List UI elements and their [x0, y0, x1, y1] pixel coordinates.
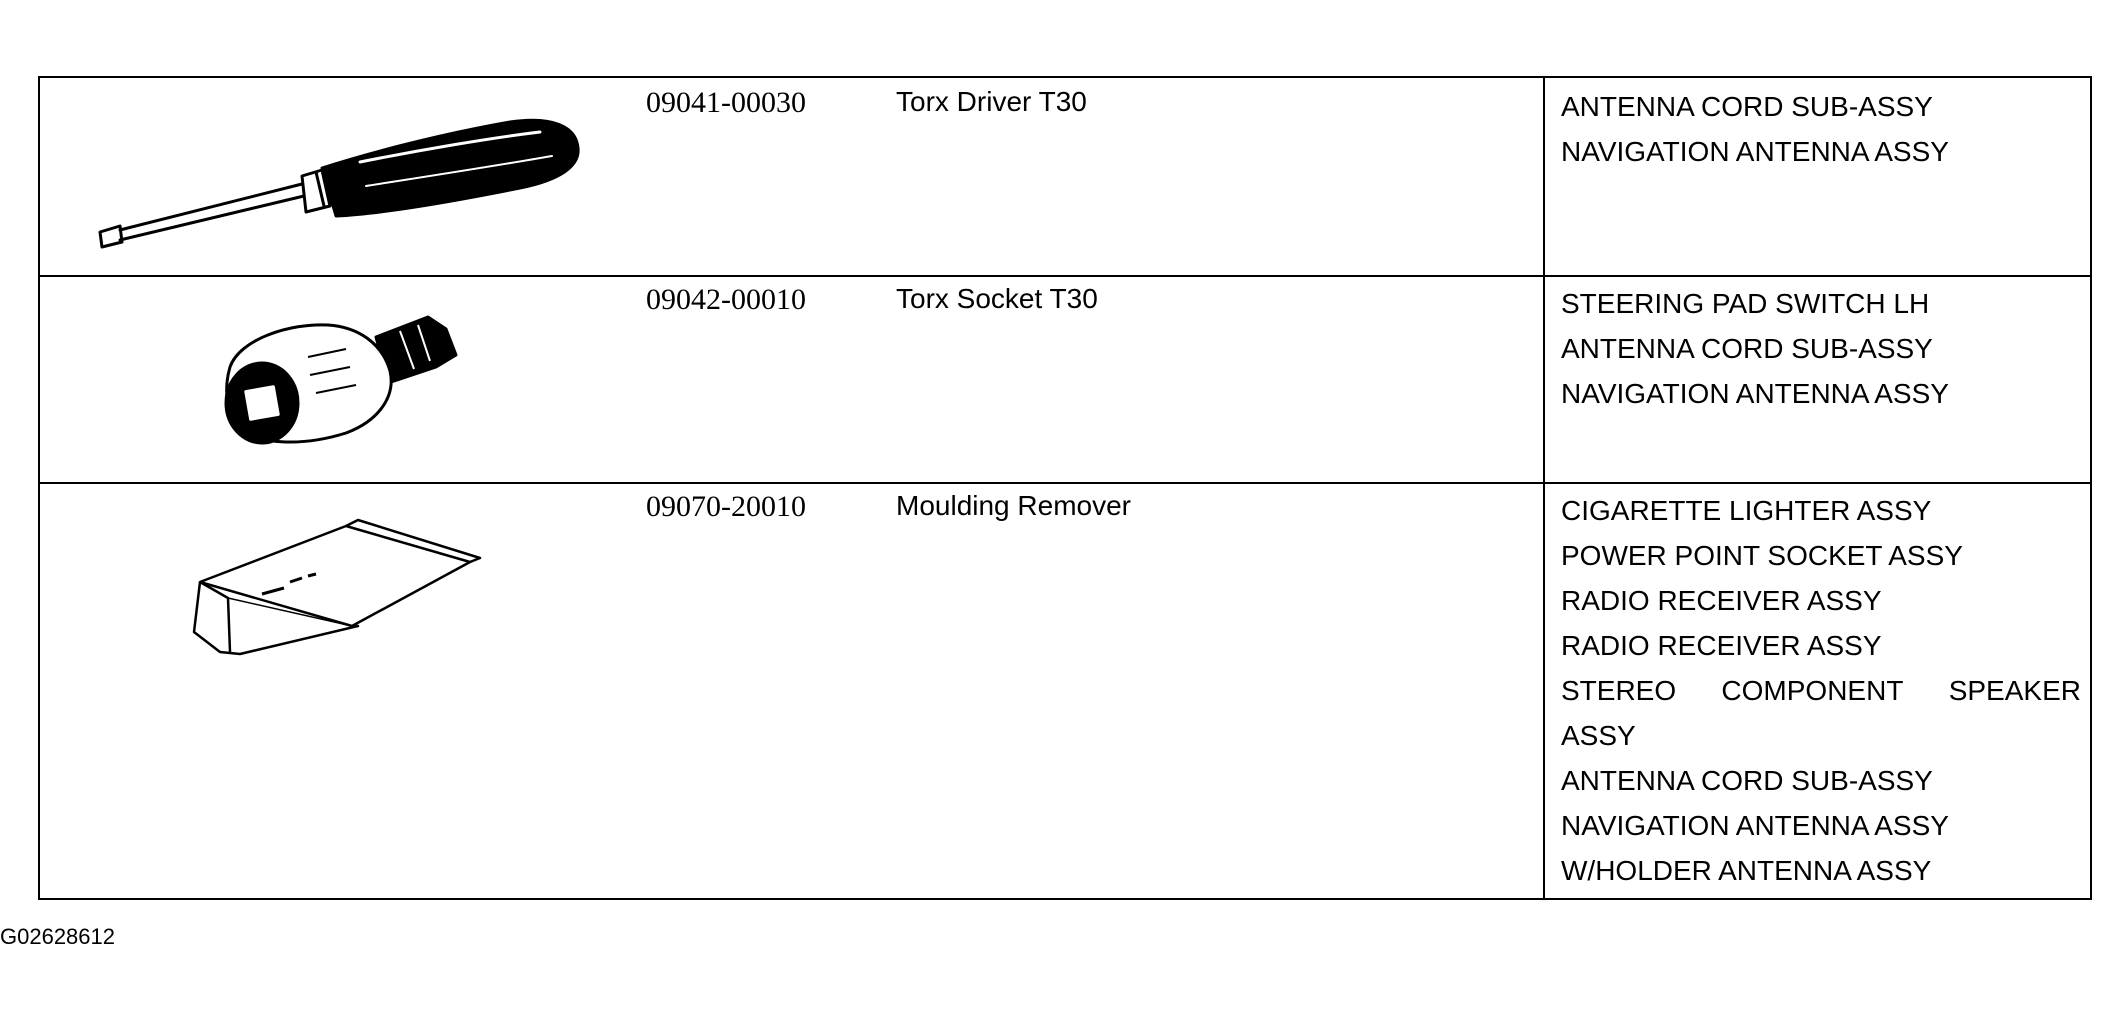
moulding-remover-icon	[180, 502, 520, 672]
special-service-tools-table	[38, 76, 2092, 900]
usage-list	[1561, 84, 2081, 174]
usage-item: ANTENNA CORD SUB-ASSY	[1561, 765, 1933, 796]
usage-item: RADIO RECEIVER ASSY	[1561, 585, 1882, 616]
column-divider	[1543, 482, 1545, 900]
torx-socket-icon	[200, 297, 510, 467]
usage-word: SPEAKER	[1948, 675, 2081, 706]
part-number: 09041-00030	[646, 86, 806, 119]
table-row	[40, 482, 2090, 900]
part-number: 09042-00010	[646, 283, 806, 316]
usage-item: NAVIGATION ANTENNA ASSY	[1561, 378, 1949, 409]
usage-item: NAVIGATION ANTENNA ASSY	[1561, 136, 1949, 167]
usage-list	[1561, 488, 2081, 893]
torx-driver-icon	[90, 106, 580, 256]
usage-item: W/HOLDER ANTENNA ASSY	[1561, 855, 1932, 886]
tool-name: Moulding Remover	[896, 490, 1131, 521]
usage-list	[1561, 281, 2081, 416]
usage-item: STEERING PAD SWITCH LH	[1561, 288, 1930, 319]
usage-item: POWER POINT SOCKET ASSY	[1561, 540, 1963, 571]
usage-item: RADIO RECEIVER ASSY	[1561, 630, 1882, 661]
column-divider	[1543, 275, 1545, 482]
usage-item: ANTENNA CORD SUB-ASSY	[1561, 91, 1933, 122]
figure-id: G02628612	[0, 924, 115, 949]
usage-item	[1561, 668, 2081, 713]
column-divider	[1543, 78, 1545, 275]
usage-item: CIGARETTE LIGHTER ASSY	[1561, 495, 1932, 526]
tool-name: Torx Driver T30	[896, 86, 1087, 117]
tool-name: Torx Socket T30	[896, 283, 1098, 314]
usage-item: ANTENNA CORD SUB-ASSY	[1561, 333, 1933, 364]
part-number: 09070-20010	[646, 490, 806, 523]
usage-word: COMPONENT	[1721, 675, 1904, 706]
usage-item: ASSY	[1561, 720, 1636, 751]
table-row	[40, 275, 2090, 484]
usage-item: NAVIGATION ANTENNA ASSY	[1561, 810, 1949, 841]
table-row	[40, 78, 2090, 277]
usage-word: STEREO	[1561, 675, 1677, 706]
